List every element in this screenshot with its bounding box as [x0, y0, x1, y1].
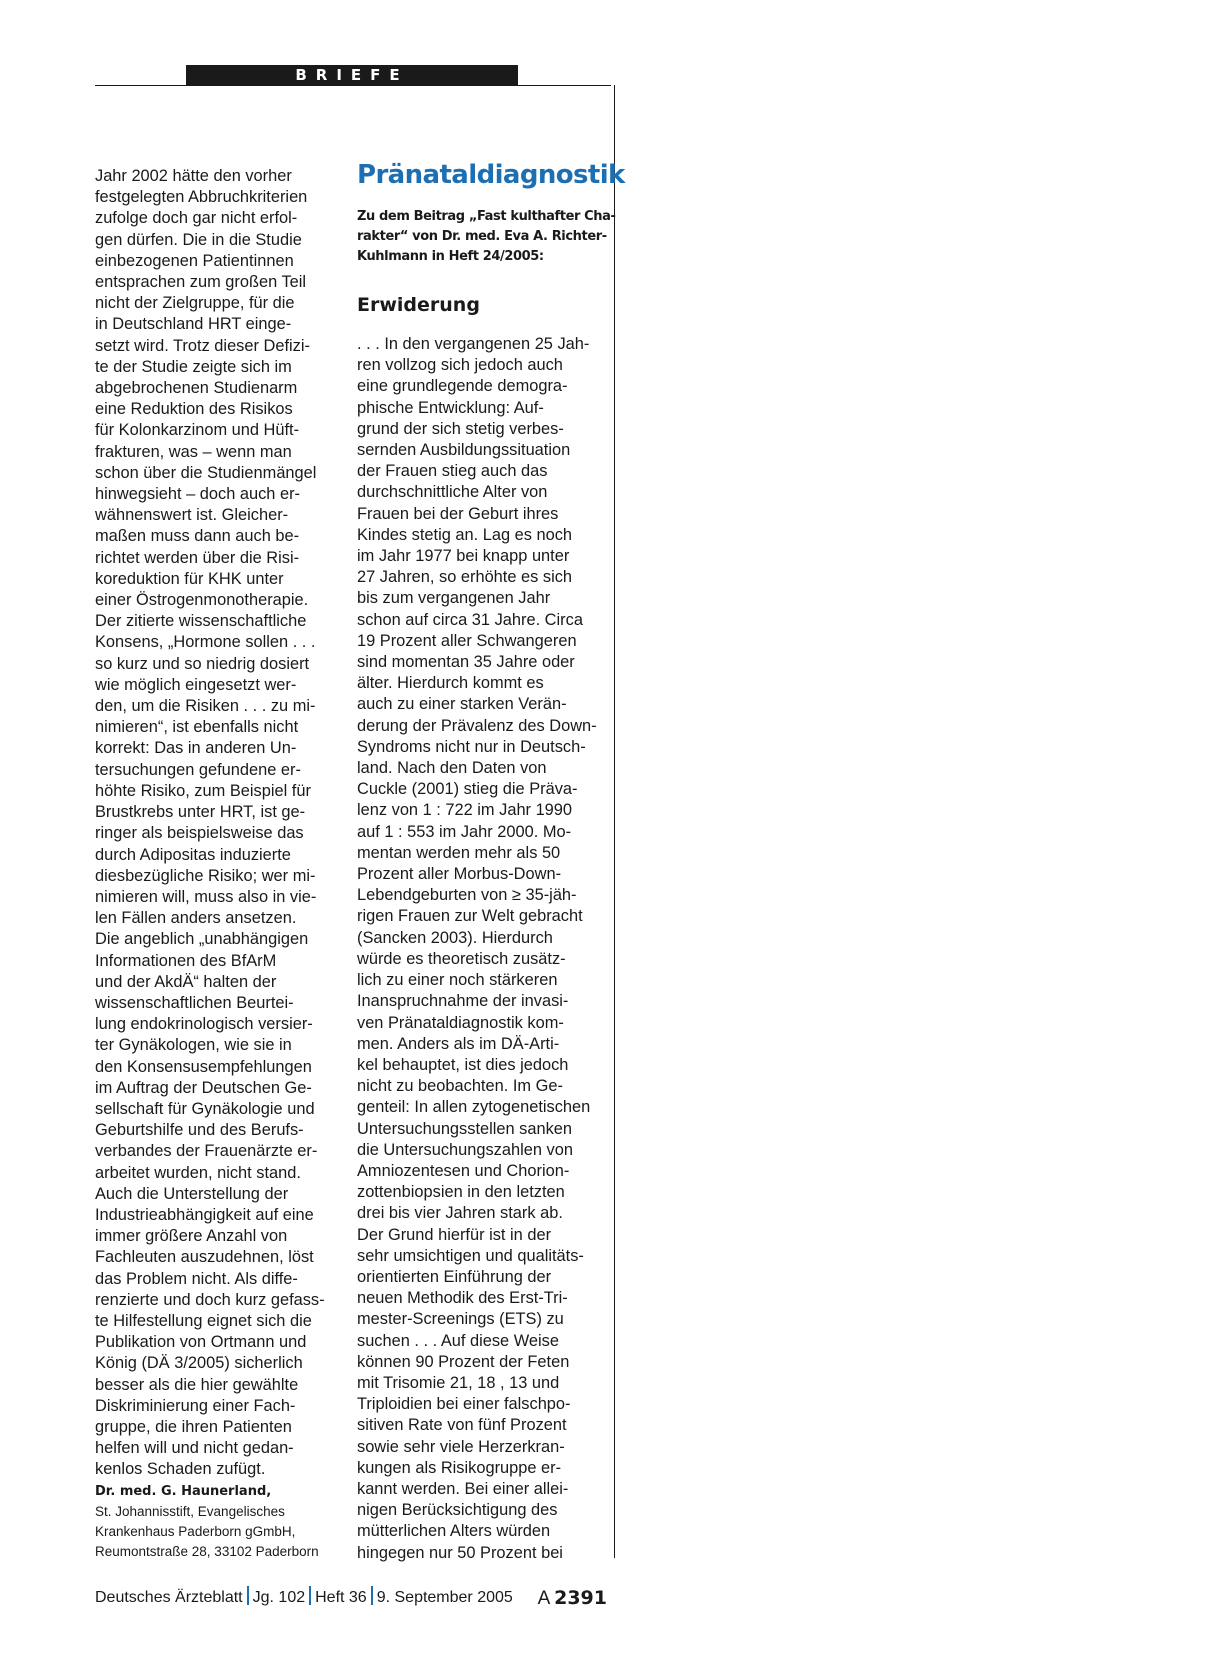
text-line: zufolge doch gar nicht erfol- [95, 209, 298, 228]
text-line: sowie sehr viele Herzerkran- [357, 1437, 565, 1456]
text-line: te Hilfestellung eignet sich die [95, 1311, 312, 1330]
page-number [538, 1585, 607, 1612]
text-line: rigen Frauen zur Welt gebracht [357, 907, 583, 926]
text-line: auf 1 : 553 im Jahr 2000. Mo- [357, 822, 572, 841]
text-line: len Fällen anders ansetzen. [95, 909, 297, 928]
text-line: ringer als beispielsweise das [95, 824, 304, 843]
text-line: lung endokrinologisch versier- [95, 1015, 313, 1034]
text-line: Kindes stetig an. Lag es noch [357, 525, 573, 544]
text-line: Untersuchungsstellen sanken [357, 1119, 573, 1138]
text-line: wie möglich eingesetzt wer- [95, 675, 297, 694]
text-line: Cuckle (2001) stieg die Präva- [357, 780, 578, 799]
text-line: Frauen bei der Geburt ihres [357, 504, 559, 523]
text-line: Industrieabhängigkeit auf eine [95, 1205, 314, 1224]
article-headline: Pränataldiagnostik [357, 160, 625, 190]
text-line: renzierte und doch kurz gefass- [95, 1290, 325, 1309]
text-line: nicht zu beobachten. Im Ge- [357, 1077, 563, 1096]
text-line: drei bis vier Jahren stark ab. [357, 1204, 563, 1223]
text-line: ter Gynäkologen, wie sie in [95, 1036, 292, 1055]
text-line: verbandes der Frauenärzte er- [95, 1142, 318, 1161]
text-line: ven Pränataldiagnostik kom- [357, 1013, 564, 1032]
text-line: festgelegten Abbruchkriterien [95, 188, 308, 207]
text-line: derung der Prävalenz des Down- [357, 716, 597, 735]
text-line: . . . In den vergangenen 25 Jah- [357, 335, 590, 353]
text-line: gen dürfen. Die in die Studie [95, 230, 302, 249]
text-line: Brustkrebs unter HRT, ist ge- [95, 803, 306, 822]
text-line: schon über die Studienmängel [95, 463, 317, 482]
text-line: Die angeblich „unabhängigen [95, 930, 309, 949]
section-label: BRIEFE [186, 65, 518, 86]
text-line: König (DÄ 3/2005) sicherlich [95, 1354, 303, 1373]
text-line: St. Johannisstift, Evangelisches [95, 1503, 285, 1519]
text-line: frakturen, was – wenn man [95, 442, 292, 461]
text-line: neuen Methodik des Erst-Tri- [357, 1289, 568, 1308]
text-line: men. Anders als im DÄ-Arti- [357, 1034, 560, 1053]
text-line: Amniozentesen und Chorion- [357, 1161, 570, 1180]
text-line: nimieren“, ist ebenfalls nicht [95, 718, 299, 737]
article-subheading: Erwiderung [357, 294, 480, 316]
text-line: suchen . . . Auf diese Weise [357, 1331, 559, 1350]
text-line: können 90 Prozent der Feten [357, 1352, 570, 1371]
text-line: setzt wird. Trotz dieser Defizi- [95, 336, 310, 355]
text-line: Auch die Unterstellung der [95, 1184, 289, 1203]
journal-volume: Jg. 102 [252, 1589, 306, 1606]
text-line: in Deutschland HRT einge- [95, 315, 292, 334]
page-footer [95, 1585, 615, 1611]
text-line: hingegen nur 50 Prozent bei [357, 1543, 563, 1562]
text-line: höhte Risiko, zum Beispiel für [95, 781, 311, 800]
text-line: so kurz und so niedrig dosiert [95, 654, 310, 673]
text-line: maßen muss dann auch be- [95, 527, 300, 546]
text-line: schon auf circa 31 Jahre. Circa [357, 610, 583, 629]
text-line: kenlos Schaden zufügt. [95, 1460, 266, 1479]
text-line: wähnenswert ist. Gleicher- [95, 506, 289, 525]
text-line: Der Grund hierfür ist in der [357, 1225, 552, 1244]
text-line: kannt werden. Bei einer allei- [357, 1479, 569, 1498]
text-line: durchschnittliche Alter von [357, 483, 548, 502]
text-line: durch Adipositas induzierte [95, 845, 291, 864]
text-line: orientierten Einführung der [357, 1267, 552, 1286]
text-line: im Auftrag der Deutschen Ge- [95, 1078, 312, 1097]
text-line: te der Studie zeigte sich im [95, 357, 292, 376]
text-line: der Frauen stieg auch das [357, 462, 548, 481]
text-line: kungen als Risikogruppe er- [357, 1458, 562, 1477]
left-column [95, 166, 347, 1562]
text-line: Konsens, „Hormone sollen . . . [95, 633, 316, 652]
text-line: sehr umsichtigen und qualitäts- [357, 1246, 584, 1265]
text-line: korrekt: Das in anderen Un- [95, 739, 297, 758]
text-line: sellschaft für Gynäkologie und [95, 1099, 315, 1118]
left-body-text [95, 166, 347, 1481]
right-body-text [357, 334, 607, 1564]
letter-author: Dr. med. G. Haunerland, [95, 1483, 272, 1499]
text-line: 27 Jahren, so erhöhte es sich [357, 568, 573, 587]
text-line: Inanspruchnahme der invasi- [357, 992, 569, 1011]
text-line: und der AkdÄ“ halten der [95, 972, 277, 991]
text-line: Jahr 2002 hätte den vorher [95, 167, 292, 185]
text-line: nimieren will, muss also in vie- [95, 887, 317, 906]
text-line: kel behauptet, ist dies jedoch [357, 1055, 569, 1074]
text-line: Triploidien bei einer falschpo- [357, 1395, 571, 1414]
text-line: im Jahr 1977 bei knapp unter [357, 547, 570, 566]
text-line: diesbezügliche Risiko; wer mi- [95, 866, 316, 885]
text-line: eine Reduktion des Risikos [95, 400, 293, 419]
text-line: älter. Hierdurch kommt es [357, 674, 544, 693]
text-line: land. Nach den Daten von [357, 759, 547, 778]
text-line: Der zitierte wissenschaftliche [95, 612, 307, 631]
text-line: mester-Screenings (ETS) zu [357, 1310, 564, 1329]
text-line: einer Östrogenmonotherapie. [95, 591, 309, 610]
text-line: mit Trisomie 21, 18 , 13 und [357, 1373, 560, 1392]
text-line: arbeitet wurden, nicht stand. [95, 1163, 301, 1182]
text-line: sind momentan 35 Jahre oder [357, 653, 575, 672]
text-line: Informationen des BfArM [95, 951, 277, 970]
text-line: würde es theoretisch zusätz- [357, 949, 566, 968]
text-line: Krankenhaus Paderborn gGmbH, [95, 1523, 296, 1539]
footer-separator [309, 1586, 311, 1605]
text-line: tersuchungen gefundene er- [95, 760, 301, 779]
text-line: Kuhlmann in Heft 24/2005: [357, 249, 544, 264]
text-line: bis zum vergangenen Jahr [357, 589, 551, 608]
author-affiliation [95, 1502, 347, 1562]
footer-separator [247, 1586, 249, 1605]
journal-name: Deutsches Ärzteblatt [95, 1589, 243, 1606]
text-line: zottenbiopsien in den letzten [357, 1183, 565, 1202]
text-line: nicht der Zielgruppe, für die [95, 294, 295, 313]
text-line: die Untersuchungszahlen von [357, 1140, 573, 1159]
text-line: lenz von 1 : 722 im Jahr 1990 [357, 801, 573, 820]
text-line: den Konsensusempfehlungen [95, 1057, 312, 1076]
text-line: entsprachen zum großen Teil [95, 273, 307, 292]
journal-issue: Heft 36 [315, 1589, 367, 1606]
text-line: (Sancken 2003). Hierdurch [357, 928, 553, 947]
text-line: genteil: In allen zytogenetischen [357, 1098, 591, 1117]
text-line: einbezogenen Patientinnen [95, 251, 294, 270]
text-line: den, um die Risiken . . . zu mi- [95, 697, 316, 716]
text-line: das Problem nicht. Als diffe- [95, 1269, 298, 1288]
text-line: sernden Ausbildungssituation [357, 441, 571, 460]
text-line: mütterlichen Alters würden [357, 1522, 551, 1541]
text-line: Lebendgeburten von ≥ 35-jäh- [357, 886, 577, 905]
text-line: 19 Prozent aller Schwangeren [357, 631, 577, 650]
text-line: rakter“ von Dr. med. Eva A. Richter- [357, 229, 607, 244]
text-line: immer größere Anzahl von [95, 1227, 288, 1246]
text-line: sitiven Rate von fünf Prozent [357, 1416, 567, 1435]
text-line: Geburtshilfe und des Berufs- [95, 1121, 304, 1140]
text-line: Fachleuten auszudehnen, löst [95, 1248, 314, 1267]
text-line: helfen will und nicht gedan- [95, 1439, 294, 1458]
text-line: hinwegsieht – doch auch er- [95, 485, 301, 504]
text-line: Reumontstraße 28, 33102 Paderborn [95, 1543, 319, 1559]
text-line: Publikation von Ortmann und [95, 1333, 307, 1352]
text-line: Diskriminierung einer Fach- [95, 1396, 296, 1415]
text-line: abgebrochenen Studienarm [95, 379, 298, 398]
page-prefix: A [537, 1588, 551, 1609]
article-intro [357, 207, 617, 267]
text-line: richtet werden über die Risi- [95, 548, 300, 567]
text-line: koreduktion für KHK unter [95, 569, 284, 588]
text-line: lich zu einer noch stärkeren [357, 971, 558, 990]
footer-separator [371, 1586, 373, 1605]
text-line: eine grundlegende demogra- [357, 377, 568, 396]
text-line: Zu dem Beitrag „Fast kulthafter Cha- [357, 209, 616, 224]
text-line: nigen Berücksichtigung des [357, 1501, 558, 1520]
text-line: Prozent aller Morbus-Down- [357, 865, 562, 884]
text-line: phische Entwicklung: Auf- [357, 398, 544, 417]
text-line: gruppe, die ihren Patienten [95, 1417, 292, 1436]
text-line: mentan werden mehr als 50 [357, 843, 561, 862]
text-line: besser als die hier gewählte [95, 1375, 299, 1394]
column-divider [614, 85, 615, 1558]
text-line: Syndroms nicht nur in Deutsch- [357, 737, 586, 756]
text-line: auch zu einer starken Verän- [357, 695, 567, 714]
text-line: ren vollzog sich jedoch auch [357, 356, 563, 375]
page-number-value: 2391 [554, 1587, 607, 1609]
issue-date: 9. September 2005 [376, 1589, 513, 1606]
text-line: wissenschaftlichen Beurtei- [95, 993, 294, 1012]
text-line: grund der sich stetig verbes- [357, 419, 564, 438]
text-line: für Kolonkarzinom und Hüft- [95, 421, 300, 440]
